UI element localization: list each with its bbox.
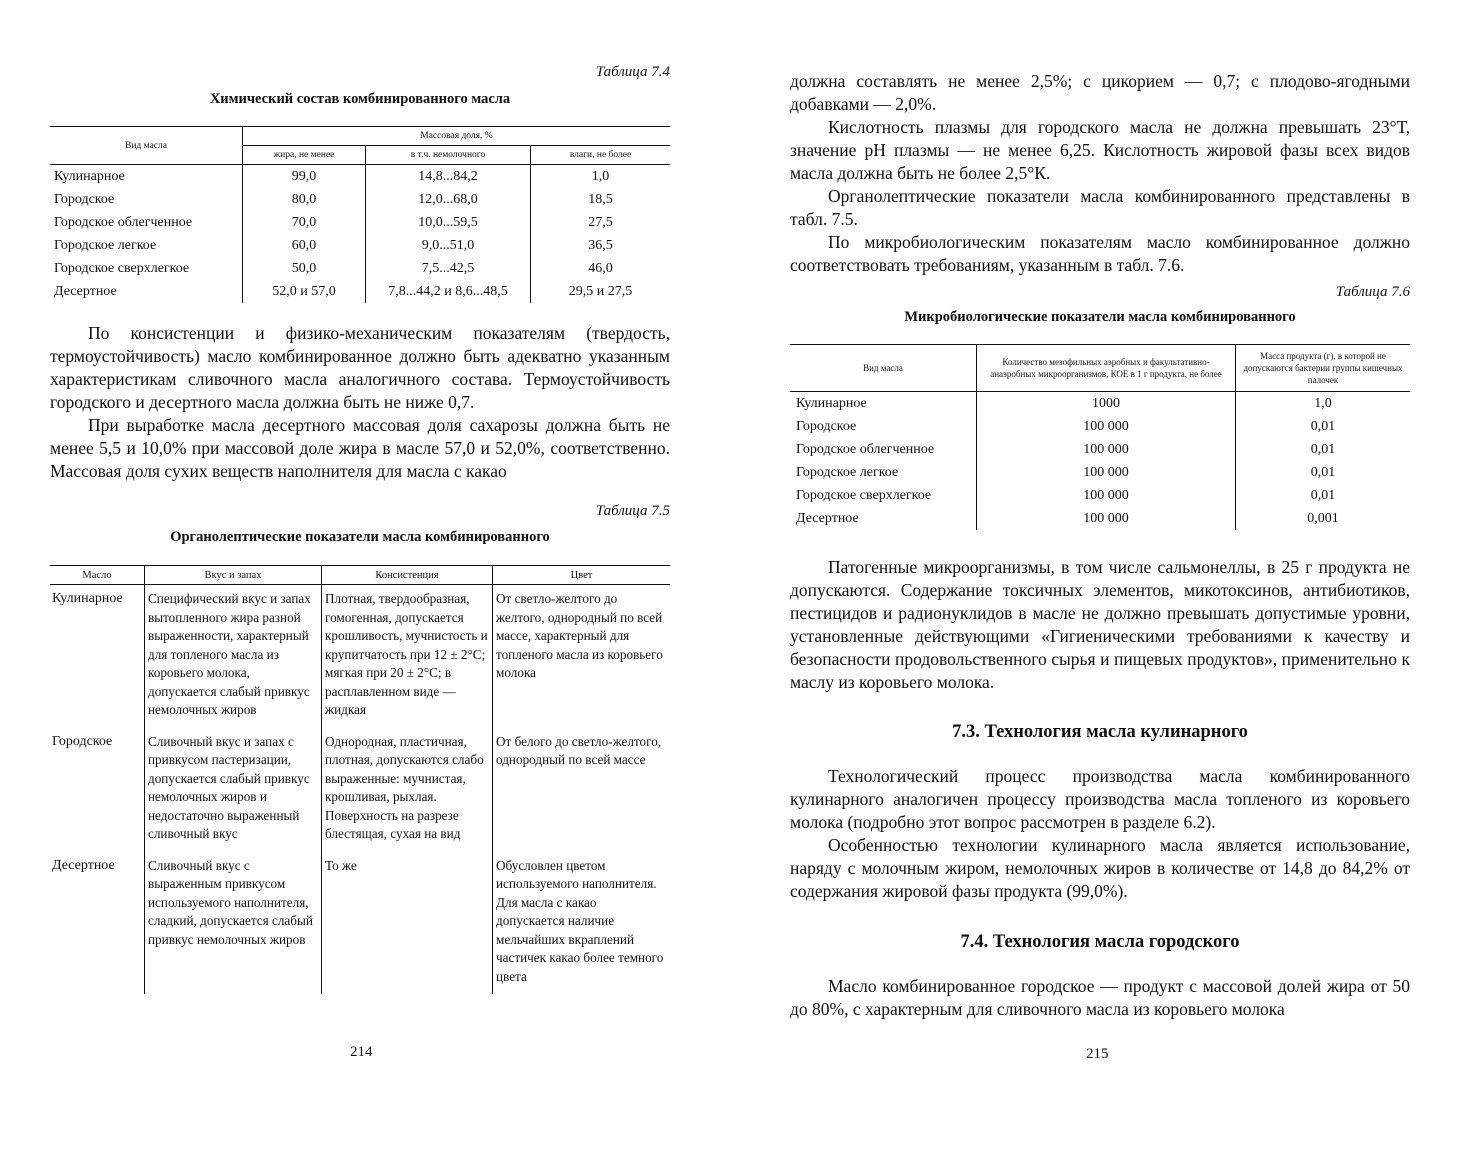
table-cell: 1,0 (531, 165, 671, 189)
paragraph: Масло комбинированное городское — продукт с массовой долей жира от 50 до 80%, с характерным для сливочного масла из коровьего молока (790, 976, 1410, 1019)
section-heading: 7.3. Технология масла кулинарного (952, 722, 1248, 742)
table74-subheader: в т.ч. немолочного (366, 146, 531, 165)
table-row (790, 415, 1410, 438)
table-row (50, 585, 670, 728)
table-cell: Обусловлен цветом используемого наполнителя. Для масла с какао допускается наличие мельчайших вкраплений частичек какао более темного цвета (493, 852, 671, 995)
table-cell: Кулинарное (52, 591, 123, 606)
table74-subheader: жира, не менее (243, 146, 366, 165)
table-cell: Городское (52, 733, 113, 749)
table-cell: 0,001 (1236, 507, 1411, 530)
table-cell: 80,0 (243, 188, 366, 211)
table-cell: 12,0...68,0 (366, 188, 531, 211)
table-cell: 99,0 (243, 165, 366, 189)
table-cell: От белого до светло-желтого, однородный по всей массе (493, 728, 671, 852)
table-row (50, 211, 670, 234)
table75-title: Органолептические показатели масла комбинированного (170, 529, 550, 545)
table-cell: Городское (54, 191, 115, 207)
table-cell: 1000 (977, 392, 1236, 416)
table74-subheader: влаги, не более (531, 146, 671, 165)
table-cell: То же (322, 852, 493, 995)
paragraph: По микробиологическим показателям масло комбинированное должно соответствовать требованиям, указанным в табл. 7.6. (790, 232, 1410, 275)
table-cell: Сливочный вкус с выраженным привкусом используемого наполнителя, сладкий, допускается слабый привкус немолочных жиров (145, 852, 322, 995)
table-cell: 1,0 (1236, 392, 1411, 416)
table-cell: 100 000 (977, 415, 1236, 438)
table74-title: Химический состав комбинированного масла (209, 91, 511, 107)
table-cell: Десертное (54, 283, 117, 299)
table-cell: 18,5 (531, 188, 671, 211)
table-cell: 10,0...59,5 (366, 211, 531, 234)
body-text (790, 70, 1410, 277)
table-cell: 100 000 (977, 507, 1236, 530)
table-cell: 60,0 (243, 234, 366, 257)
table74-label: Таблица 7.4 (595, 64, 670, 80)
table-row (50, 234, 670, 257)
paragraph: должна составлять не менее 2,5%; с цикорием — 0,7; с плодово-ягодными добавками — 2,0%. (790, 71, 1410, 114)
table-cell: 7,8...44,2 и 8,6...48,5 (366, 280, 531, 303)
table76-label: Таблица 7.6 (1335, 284, 1410, 300)
page-number: 214 (350, 1044, 373, 1060)
table-cell: 7,5...42,5 (366, 257, 531, 280)
table-cell: Городское (796, 418, 857, 434)
table-cell: Сливочный вкус и запах с привкусом пастеризации, допускается слабый привкус немолочных жиров и недостаточно выраженный сливочный вкус (145, 728, 322, 852)
table74-header-main: Массовая доля, % (243, 127, 671, 146)
table75-header: Вкус и запах (145, 566, 322, 585)
table-cell: Десертное (796, 510, 859, 526)
body-text (50, 322, 670, 483)
paragraph: Патогенные микроорганизмы, в том числе сальмонеллы, в 25 г продукта не допускаются. Содержание токсичных элементов, микотоксинов, антибиотиков, пестицидов и радионуклидов в масле не должно превышать допустимые уровни, установленные действующими «Гигиеническими требованиями к качеству и безопасности продовольственного сырья и пищевых продуктов», применительно к маслу из коровьего молока. (790, 557, 1410, 692)
table-row (790, 507, 1410, 530)
table-cell: 0,01 (1236, 438, 1411, 461)
table-7-6 (790, 344, 1410, 530)
table-cell: Однородная, пластичная, плотная, допускаются слабо выраженные: мучнистая, крошливая, рыхлая. Поверхность на разрезе блестящая, сухая на вид (322, 728, 493, 852)
table-cell: 70,0 (243, 211, 366, 234)
table76-title: Микробиологические показатели масла комбинированного (904, 309, 1296, 325)
table-cell: Городское сверхлегкое (796, 487, 932, 503)
section-heading: 7.4. Технология масла городского (960, 932, 1240, 952)
table75-header: Масло (50, 566, 145, 585)
table-row (790, 438, 1410, 461)
table-cell: 100 000 (977, 461, 1236, 484)
table-row (50, 728, 670, 852)
table-cell: Городское облегченное (796, 441, 935, 457)
table-row (790, 461, 1410, 484)
table-7-4 (50, 126, 670, 303)
table-cell: Специфический вкус и запах вытопленного жира разной выраженности, характерный для топленого масла из коровьего молока, допускается слабый привкус немолочных жиров (145, 585, 322, 728)
table75-label: Таблица 7.5 (595, 503, 670, 519)
paragraph: Особенностью технологии кулинарного масла является использование, наряду с молочным жиром, немолочных жиров в количестве от 14,8 до 84,2% от содержания жировой фазы продукта (99,0%). (790, 835, 1410, 901)
table-cell: 36,5 (531, 234, 671, 257)
table-cell: 0,01 (1236, 461, 1411, 484)
table-cell: 27,5 (531, 211, 671, 234)
table-cell: Городское сверхлегкое (54, 260, 190, 276)
table-cell: 52,0 и 57,0 (243, 280, 366, 303)
table-cell: От светло-желтого до желтого, однородный по всей массе, характерный для топленого масла из коровьего молока (493, 585, 671, 728)
table-cell: Кулинарное (54, 168, 125, 184)
paragraph: Технологический процесс производства масла комбинированного кулинарного аналогичен процессу производства масла топленого из коровьего молока (подробно этот вопрос рассмотрен в разделе 6.2). (790, 766, 1410, 832)
table-row (50, 165, 670, 189)
paragraph: Кислотность плазмы для городского масла не должна превышать 23°Т, значение рН плазмы — не менее 6,25. Кислотность жировой фазы всех видов масла должна быть не более 2,5°К. (790, 117, 1410, 183)
table-cell: Кулинарное (796, 395, 867, 411)
table-cell: 0,01 (1236, 415, 1411, 438)
body-text (790, 975, 1410, 1021)
paragraph: По консистенции и физико-механическим показателям (твердость, термоустойчивость) масло комбинированное должно быть адекватно указанным характеристикам сливочного масла аналогичного состава. Термоустойчивость городского и десертного масла должна быть не ниже 0,7. (50, 323, 670, 412)
table-cell: Городское легкое (54, 237, 157, 253)
table-row (50, 257, 670, 280)
table-row (790, 392, 1410, 416)
table-row (50, 188, 670, 211)
table-7-5 (50, 565, 670, 994)
table-cell: 100 000 (977, 438, 1236, 461)
table-cell: 50,0 (243, 257, 366, 280)
body-text (790, 556, 1410, 694)
page-number: 215 (1086, 1046, 1109, 1062)
table-cell: Городское легкое (796, 464, 899, 480)
table-cell: Десертное (52, 857, 115, 873)
table-row (790, 484, 1410, 507)
paragraph: При выработке масла десертного массовая доля сахарозы должна быть не менее 5,5 и 10,0% при массовой доле жира в масле 57,0 и 52,0%, соответственно. Массовая доля сухих веществ наполнителя для масла с какао (50, 415, 670, 481)
table76-header: Масса продукта (г), в которой не допускаются бактерии группы кишечных палочек (1236, 345, 1411, 392)
paragraph: Органолептические показатели масла комбинированного представлены в табл. 7.5. (790, 186, 1410, 229)
table-cell: 0,01 (1236, 484, 1411, 507)
table-cell: 46,0 (531, 257, 671, 280)
body-text (790, 765, 1410, 903)
table74-header-vid: Вид масла (50, 127, 243, 165)
table-cell: Городское облегченное (54, 214, 193, 230)
table76-header: Вид масла (790, 345, 977, 392)
table-row (50, 280, 670, 303)
table-cell: Плотная, твердообразная, гомогенная, допускается крошливость, мучнистость и крупитчатость при 12 ± 2°С; мягкая при 20 ± 2°С; в расплавленном виде — жидкая (322, 585, 493, 728)
table75-header: Цвет (493, 566, 671, 585)
table-row (50, 852, 670, 995)
table76-header: Количество мезофильных аэробных и факультативно-анаэробных микроорганизмов, КОЕ в 1 г продукта, не более (977, 345, 1236, 392)
table-cell: 9,0...51,0 (366, 234, 531, 257)
table-cell: 100 000 (977, 484, 1236, 507)
table-cell: 14,8...84,2 (366, 165, 531, 189)
table75-header: Консистенция (322, 566, 493, 585)
table-cell: 29,5 и 27,5 (531, 280, 671, 303)
